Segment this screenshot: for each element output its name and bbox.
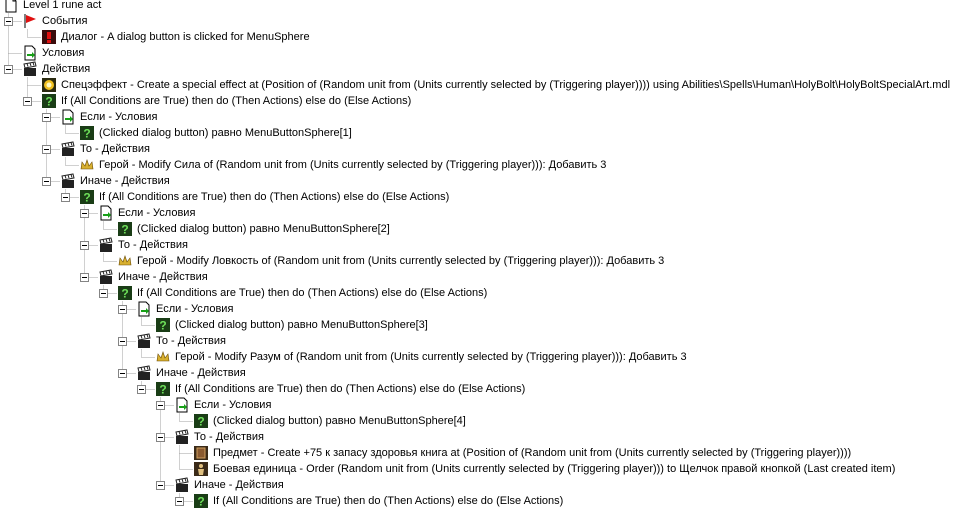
tree-node-label[interactable]: If (All Conditions are True) then do (Then Actions) else do (Else Actions): [61, 95, 412, 107]
clapper-icon: [136, 333, 152, 349]
collapse-toggle[interactable]: [175, 497, 184, 506]
collapse-toggle[interactable]: [137, 385, 146, 394]
question-mark-icon: [117, 221, 133, 237]
collapse-toggle[interactable]: [118, 337, 127, 346]
hero-crown-icon: [79, 157, 95, 173]
tree-node-label[interactable]: Герой - Modify Разум of (Random unit from (Units currently selected by (Triggering player))): Добавить 3: [175, 351, 687, 363]
collapse-toggle[interactable]: [42, 145, 51, 154]
tree-node[interactable]: [41, 77, 950, 93]
clapper-icon: [22, 61, 38, 77]
tree-node-label[interactable]: If (All Conditions are True) then do (Then Actions) else do (Else Actions): [99, 191, 450, 203]
tree-node-label[interactable]: Если - Условия: [156, 303, 234, 315]
tree-node[interactable]: [79, 125, 352, 141]
tree-node-label[interactable]: Если - Условия: [118, 207, 196, 219]
tree-node[interactable]: [3, 0, 101, 13]
tree-node-label[interactable]: (Clicked dialog button) равно MenuButtonSphere[1]: [99, 127, 352, 139]
svg-text:?: ?: [83, 190, 91, 205]
tree-node[interactable]: [136, 333, 226, 349]
tree-node-label[interactable]: (Clicked dialog button) равно MenuButtonSphere[4]: [213, 415, 466, 427]
tree-node[interactable]: [60, 173, 170, 189]
tree-node-label[interactable]: То - Действия: [118, 239, 188, 251]
tree-node[interactable]: [136, 365, 246, 381]
tree-node[interactable]: [193, 445, 851, 461]
svg-text:?: ?: [197, 414, 205, 429]
tree-node[interactable]: [60, 141, 150, 157]
collapse-toggle[interactable]: [23, 97, 32, 106]
tree-node[interactable]: [155, 317, 428, 333]
question-mark-icon: [193, 493, 209, 509]
collapse-toggle[interactable]: [156, 481, 165, 490]
svg-text:?: ?: [159, 318, 167, 333]
tree-node[interactable]: [174, 429, 264, 445]
condition-doc-icon: [22, 45, 38, 61]
question-mark-icon: [79, 125, 95, 141]
collapse-toggle[interactable]: [80, 241, 89, 250]
tree-node-label[interactable]: Диалог - A dialog button is clicked for MenuSphere: [61, 31, 310, 43]
tree-node[interactable]: [117, 253, 664, 269]
tree-node-label[interactable]: Иначе - Действия: [156, 367, 246, 379]
tree-node-label[interactable]: Боевая единица - Order (Random unit from (Units currently selected by (Triggering player))) to Щелчок правой кнопкой (Last created item): [213, 463, 896, 475]
tree-node[interactable]: [98, 269, 208, 285]
tree-node[interactable]: [41, 93, 411, 109]
trigger-doc-icon: [3, 0, 19, 13]
tree-node-label[interactable]: If (All Conditions are True) then do (Then Actions) else do (Else Actions): [213, 495, 564, 507]
clapper-icon: [98, 237, 114, 253]
tree-node[interactable]: [155, 349, 687, 365]
tree-node[interactable]: [60, 109, 157, 125]
collapse-toggle[interactable]: [80, 209, 89, 218]
tree-node[interactable]: [193, 493, 563, 509]
tree-node-label[interactable]: If (All Conditions are True) then do (Then Actions) else do (Else Actions): [175, 383, 526, 395]
collapse-toggle[interactable]: [118, 369, 127, 378]
tree-node[interactable]: [117, 221, 390, 237]
svg-text:?: ?: [83, 126, 91, 141]
tree-node-label[interactable]: Иначе - Действия: [118, 271, 208, 283]
tree-node-label[interactable]: Иначе - Действия: [194, 479, 284, 491]
collapse-toggle[interactable]: [42, 177, 51, 186]
tree-node-label[interactable]: Герой - Modify Ловкость of (Random unit from (Units currently selected by (Triggering player))): Добавить 3: [137, 255, 665, 267]
tree-node-label[interactable]: То - Действия: [194, 431, 264, 443]
collapse-toggle[interactable]: [118, 305, 127, 314]
tree-node[interactable]: [98, 237, 188, 253]
collapse-toggle[interactable]: [4, 65, 13, 74]
condition-doc-icon: [60, 109, 76, 125]
collapse-toggle[interactable]: [156, 401, 165, 410]
tree-node-label[interactable]: Если - Условия: [80, 111, 158, 123]
svg-text:?: ?: [121, 222, 129, 237]
collapse-toggle[interactable]: [99, 289, 108, 298]
question-mark-icon: [155, 381, 171, 397]
svg-text:?: ?: [45, 94, 53, 109]
tree-node[interactable]: [136, 301, 233, 317]
condition-doc-icon: [98, 205, 114, 221]
tree-node-label[interactable]: Герой - Modify Сила of (Random unit from (Units currently selected by (Triggering player))): Добавить 3: [99, 159, 607, 171]
hero-crown-icon: [117, 253, 133, 269]
svg-text:?: ?: [197, 494, 205, 509]
tree-node[interactable]: [79, 189, 449, 205]
tree-node[interactable]: [79, 157, 606, 173]
tree-node-label[interactable]: Level 1 rune act: [23, 0, 102, 11]
svg-text:?: ?: [121, 286, 129, 301]
question-mark-icon: [193, 413, 209, 429]
tree-node-label[interactable]: Спецэффект - Create a special effect at (Position of (Random unit from (Units currently selected by (Triggering player)))) using Abilities\Spells\Human\HolyBolt\HolyBoltSpecialArt.mdl: [61, 79, 951, 91]
special-effect-icon: [41, 77, 57, 93]
tree-node[interactable]: [41, 29, 310, 45]
tree-node-label[interactable]: События: [42, 15, 88, 27]
tree-node-label[interactable]: Условия: [42, 47, 85, 59]
hero-crown-icon: [155, 349, 171, 365]
collapse-toggle[interactable]: [4, 17, 13, 26]
tree-node[interactable]: [22, 45, 84, 61]
clapper-icon: [60, 173, 76, 189]
tree-node-label[interactable]: Иначе - Действия: [80, 175, 170, 187]
collapse-toggle[interactable]: [80, 273, 89, 282]
red-flag-icon: [22, 13, 38, 29]
tree-node[interactable]: [117, 285, 487, 301]
tree-node[interactable]: [174, 397, 271, 413]
tree-node-label[interactable]: Действия: [42, 63, 91, 75]
tree-node[interactable]: [174, 477, 284, 493]
tree-node[interactable]: [98, 205, 195, 221]
question-mark-icon: [41, 93, 57, 109]
tree-node[interactable]: [22, 61, 90, 77]
question-mark-icon: [117, 285, 133, 301]
condition-doc-icon: [136, 301, 152, 317]
question-mark-icon: [79, 189, 95, 205]
condition-doc-icon: [174, 397, 190, 413]
question-mark-icon: [155, 317, 171, 333]
collapse-toggle[interactable]: [61, 193, 70, 202]
tree-node[interactable]: [193, 413, 466, 429]
tree-node[interactable]: [155, 381, 525, 397]
tree-node-label[interactable]: То - Действия: [80, 143, 150, 155]
tree-node[interactable]: [22, 13, 87, 29]
tree-node[interactable]: [193, 461, 895, 477]
tree-node-label[interactable]: То - Действия: [156, 335, 226, 347]
collapse-toggle[interactable]: [42, 113, 51, 122]
clapper-icon: [136, 365, 152, 381]
clapper-icon: [174, 429, 190, 445]
tree-node-label[interactable]: Предмет - Create +75 к запасу здоровья книга at (Position of (Random unit from (Units currently selected by (Triggering player)))): [213, 447, 852, 459]
tree-node-label[interactable]: (Clicked dialog button) равно MenuButtonSphere[3]: [175, 319, 428, 331]
tree-node-label[interactable]: If (All Conditions are True) then do (Then Actions) else do (Else Actions): [137, 287, 488, 299]
item-icon: [193, 445, 209, 461]
red-event-icon: [41, 29, 57, 45]
clapper-icon: [60, 141, 76, 157]
clapper-icon: [98, 269, 114, 285]
unit-icon: [193, 461, 209, 477]
svg-text:?: ?: [159, 382, 167, 397]
clapper-icon: [174, 477, 190, 493]
collapse-toggle[interactable]: [156, 433, 165, 442]
tree-node-label[interactable]: Если - Условия: [194, 399, 272, 411]
tree-node-label[interactable]: (Clicked dialog button) равно MenuButtonSphere[2]: [137, 223, 390, 235]
